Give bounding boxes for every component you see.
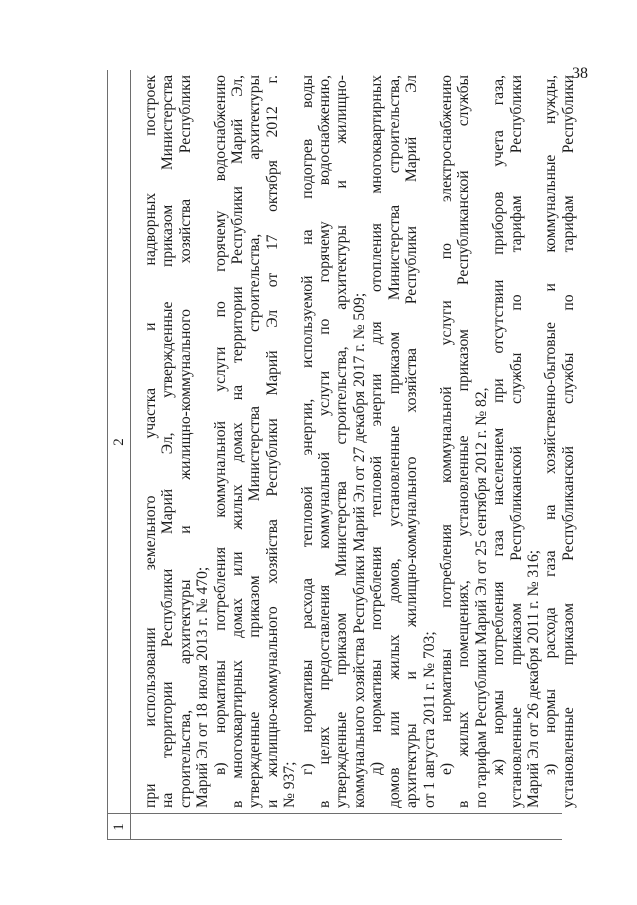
text-line: в целях предоставления коммунальной услуги по горячему водоснабжению, bbox=[316, 75, 334, 808]
text-line: строительства, архитектуры и жилищно-коммунального хозяйства Республики bbox=[176, 75, 194, 808]
column-1-number: 1 bbox=[111, 823, 127, 831]
text-line: на территории Республики Марий Эл, утвержденные приказом Министерства bbox=[159, 75, 177, 808]
text-line: домов или жилых домов, установленные приказом Министерства строительства, bbox=[385, 75, 403, 808]
header-bottom-rule bbox=[130, 70, 131, 840]
text-line: утвержденные приказом Министерства строительства, архитектуры и жилищно- bbox=[333, 75, 351, 808]
text-line: в многоквартирных домах или жилых домах на территории Республики Марий Эл, bbox=[229, 75, 247, 808]
text-line: установленные приказом Республиканской службы по тарифам Республики bbox=[507, 75, 525, 808]
text-line: установленные приказом Республиканской службы по тарифам Республики bbox=[559, 75, 577, 808]
text-line: по тарифам Республики Марий Эл от 25 сентября 2012 г. № 82, bbox=[472, 387, 490, 808]
left-table-border bbox=[107, 839, 562, 840]
rotated-page-content bbox=[107, 70, 577, 840]
text-line: утвержденные приказом Министерства строительства, архитектуры bbox=[246, 75, 264, 808]
column-divider bbox=[107, 813, 562, 814]
text-line: з) нормы расхода газа на хозяйственно-бытовые и коммунальные нужды, bbox=[542, 75, 560, 775]
text-line: коммунального хозяйства Республики Марий Эл от 27 декабря 2017 г. № 509; bbox=[350, 292, 368, 808]
text-line: г) нормативы расхода тепловой энергии, используемой на подогрев воды bbox=[298, 75, 316, 775]
text-line: архитектуры и жилищно-коммунального хозяйства Республики Марий Эл bbox=[403, 75, 421, 808]
column-2-number: 2 bbox=[111, 438, 127, 446]
document-table bbox=[107, 70, 577, 840]
text-line: от 1 августа 2011 г. № 703; bbox=[420, 631, 438, 808]
text-line: и жилищно-коммунального хозяйства Республики Марий Эл от 17 октября 2012 г. bbox=[263, 75, 281, 808]
text-line: № 937; bbox=[281, 761, 299, 808]
text-line: е) нормативы потребления коммунальной услуги по электроснабжению bbox=[437, 75, 455, 775]
text-line: д) нормативы потребления тепловой энергии для отопления многоквартирных bbox=[368, 75, 386, 775]
text-line: Марий Эл от 18 июля 2013 г. № 470; bbox=[194, 566, 212, 808]
text-line: в жилых помещениях, установленные приказом Республиканской службы bbox=[455, 75, 473, 808]
text-line: Марий Эл от 26 декабря 2011 г. № 316; bbox=[524, 549, 542, 808]
table-top-rule bbox=[107, 70, 108, 840]
text-line: при использовании земельного участка и надворных построек bbox=[142, 75, 159, 808]
text-line: в) нормативы потребления коммунальной услуги по горячему водоснабжению bbox=[211, 75, 229, 775]
page-number: 38 bbox=[572, 65, 588, 82]
document-body bbox=[142, 75, 577, 808]
text-line: ж) нормы потребления газа населением при отсутствии приборов учета газа, bbox=[490, 75, 508, 775]
